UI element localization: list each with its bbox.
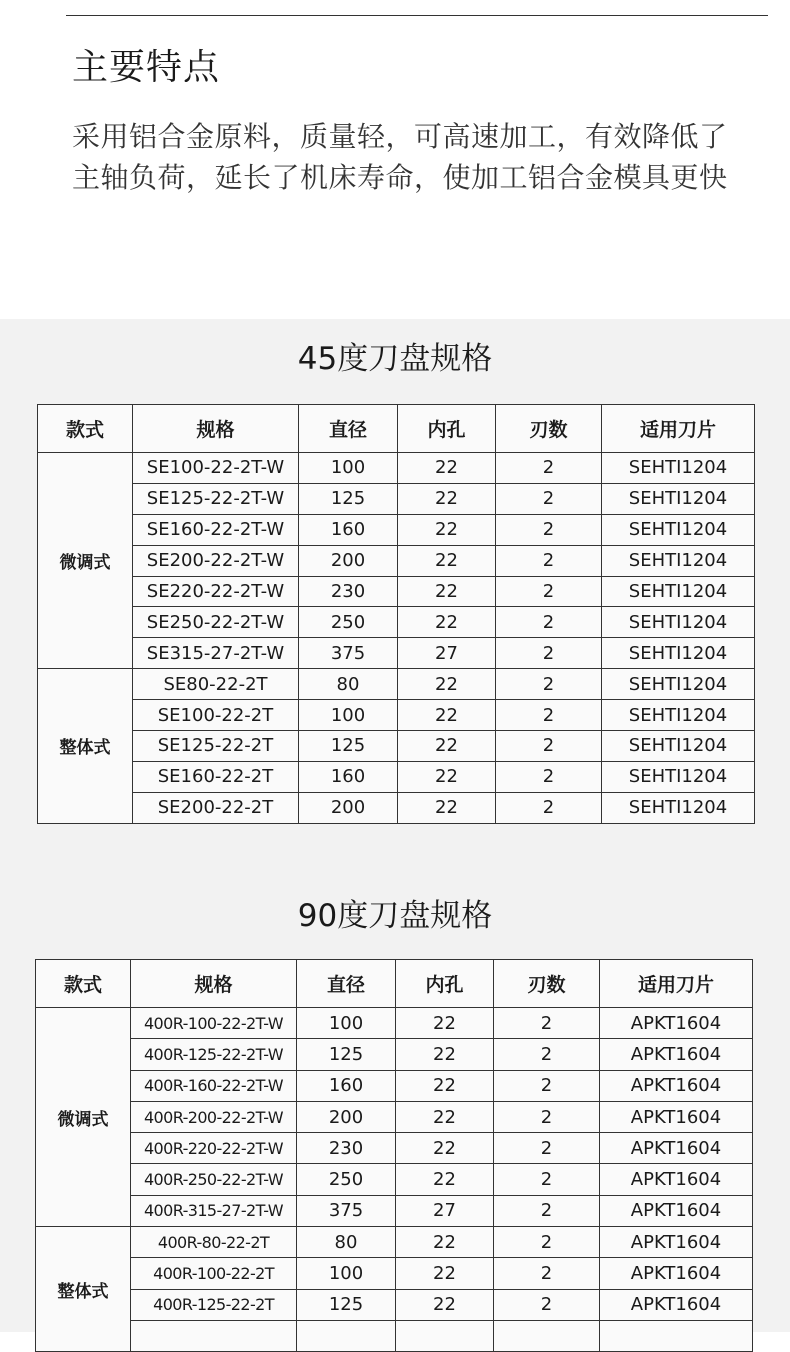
table-row <box>36 1227 753 1258</box>
bore-cell: 22 <box>398 669 496 700</box>
diameter-cell: 80 <box>299 669 398 700</box>
features-title: 主要特点 <box>72 47 221 88</box>
diameter-cell: 160 <box>297 1070 396 1101</box>
table-row <box>36 1258 753 1289</box>
diameter-cell: 250 <box>299 607 398 638</box>
diameter-cell: 230 <box>299 576 398 607</box>
diameter-cell: 100 <box>299 453 398 484</box>
model-cell: 400R-250-22-2T-W <box>131 1164 297 1195</box>
table-row <box>36 1133 753 1164</box>
insert-cell: SEHTI1204 <box>602 731 755 762</box>
model-cell: 400R-200-22-2T-W <box>131 1101 297 1132</box>
table-row <box>36 1039 753 1070</box>
diameter-cell: 80 <box>297 1227 396 1258</box>
insert-cell: APKT1604 <box>600 1133 753 1164</box>
bore-cell: 22 <box>398 453 496 484</box>
teeth-cell: 2 <box>494 1070 600 1101</box>
column-header: 规格 <box>133 405 299 453</box>
table-row <box>36 1289 753 1320</box>
insert-cell: APKT1604 <box>600 1070 753 1101</box>
table-row <box>38 700 755 731</box>
diameter-cell: 125 <box>299 731 398 762</box>
insert-cell: SEHTI1204 <box>602 607 755 638</box>
diameter-cell: 200 <box>299 792 398 823</box>
table-header-row <box>38 405 755 453</box>
table-row <box>38 576 755 607</box>
table-row <box>38 453 755 484</box>
diameter-cell <box>297 1320 396 1351</box>
features-description <box>72 116 772 198</box>
teeth-cell: 2 <box>494 1289 600 1320</box>
table-row <box>38 669 755 700</box>
diameter-cell: 200 <box>299 545 398 576</box>
insert-cell: APKT1604 <box>600 1258 753 1289</box>
table-row <box>36 1164 753 1195</box>
bore-cell: 27 <box>398 638 496 669</box>
insert-cell <box>600 1320 753 1351</box>
features-line: 采用铝合金原料，质量轻，可高速加工，有效降低了 <box>72 120 728 153</box>
column-header: 适用刀片 <box>602 405 755 453</box>
bore-cell: 22 <box>396 1039 494 1070</box>
teeth-cell: 2 <box>494 1227 600 1258</box>
column-header: 款式 <box>36 960 131 1008</box>
diameter-cell: 375 <box>297 1195 396 1226</box>
insert-cell: SEHTI1204 <box>602 453 755 484</box>
column-header: 直径 <box>299 405 398 453</box>
insert-cell: SEHTI1204 <box>602 638 755 669</box>
table45-title: 45度刀盘规格 <box>297 341 493 377</box>
bore-cell: 22 <box>398 761 496 792</box>
diameter-cell: 160 <box>299 514 398 545</box>
teeth-cell: 2 <box>494 1008 600 1039</box>
bore-cell: 22 <box>396 1133 494 1164</box>
model-cell: 400R-125-22-2T <box>131 1289 297 1320</box>
table90 <box>35 959 753 1352</box>
model-cell <box>131 1320 297 1351</box>
table-row <box>38 607 755 638</box>
insert-cell: SEHTI1204 <box>602 700 755 731</box>
group-label: 微调式 <box>36 1008 131 1227</box>
model-cell: 400R-125-22-2T-W <box>131 1039 297 1070</box>
table90-title: 90度刀盘规格 <box>297 898 493 934</box>
bore-cell: 22 <box>396 1227 494 1258</box>
column-header: 内孔 <box>398 405 496 453</box>
bore-cell: 22 <box>396 1289 494 1320</box>
teeth-cell: 2 <box>496 669 602 700</box>
bore-cell: 22 <box>396 1101 494 1132</box>
insert-cell: APKT1604 <box>600 1195 753 1226</box>
insert-cell: SEHTI1204 <box>602 669 755 700</box>
table-row <box>36 1008 753 1039</box>
group-label: 微调式 <box>38 453 133 669</box>
teeth-cell: 2 <box>496 792 602 823</box>
teeth-cell: 2 <box>496 545 602 576</box>
diameter-cell: 125 <box>299 483 398 514</box>
teeth-cell <box>494 1320 600 1351</box>
table-row <box>36 1101 753 1132</box>
table-header-row <box>36 960 753 1008</box>
table-row <box>38 731 755 762</box>
model-cell: SE160-22-2T <box>133 761 299 792</box>
diameter-cell: 100 <box>297 1008 396 1039</box>
teeth-cell: 2 <box>494 1101 600 1132</box>
column-header: 内孔 <box>396 960 494 1008</box>
diameter-cell: 375 <box>299 638 398 669</box>
bore-cell <box>396 1320 494 1351</box>
column-header: 刃数 <box>496 405 602 453</box>
model-cell: SE125-22-2T-W <box>133 483 299 514</box>
bore-cell: 22 <box>396 1164 494 1195</box>
insert-cell: APKT1604 <box>600 1008 753 1039</box>
model-cell: 400R-315-27-2T-W <box>131 1195 297 1226</box>
insert-cell: SEHTI1204 <box>602 483 755 514</box>
table-row <box>38 483 755 514</box>
diameter-cell: 160 <box>299 761 398 792</box>
model-cell: 400R-80-22-2T <box>131 1227 297 1258</box>
model-cell: SE80-22-2T <box>133 669 299 700</box>
teeth-cell: 2 <box>496 607 602 638</box>
column-header: 款式 <box>38 405 133 453</box>
model-cell: SE200-22-2T-W <box>133 545 299 576</box>
table-row <box>38 792 755 823</box>
model-cell: 400R-100-22-2T <box>131 1258 297 1289</box>
teeth-cell: 2 <box>496 514 602 545</box>
table45 <box>37 404 755 824</box>
diameter-cell: 250 <box>297 1164 396 1195</box>
model-cell: SE125-22-2T <box>133 731 299 762</box>
insert-cell: SEHTI1204 <box>602 514 755 545</box>
teeth-cell: 2 <box>496 453 602 484</box>
insert-cell: APKT1604 <box>600 1164 753 1195</box>
bore-cell: 22 <box>398 545 496 576</box>
column-header: 适用刀片 <box>600 960 753 1008</box>
teeth-cell: 2 <box>494 1164 600 1195</box>
table-row <box>38 545 755 576</box>
bore-cell: 22 <box>396 1070 494 1101</box>
insert-cell: APKT1604 <box>600 1039 753 1070</box>
teeth-cell: 2 <box>496 638 602 669</box>
insert-cell: APKT1604 <box>600 1227 753 1258</box>
bore-cell: 27 <box>396 1195 494 1226</box>
bore-cell: 22 <box>398 483 496 514</box>
diameter-cell: 125 <box>297 1289 396 1320</box>
teeth-cell: 2 <box>494 1039 600 1070</box>
bore-cell: 22 <box>398 576 496 607</box>
insert-cell: APKT1604 <box>600 1101 753 1132</box>
teeth-cell: 2 <box>494 1258 600 1289</box>
model-cell: SE200-22-2T <box>133 792 299 823</box>
features-line: 主轴负荷，延长了机床寿命，使加工铝合金模具更快 <box>72 161 728 194</box>
table-row <box>36 1195 753 1226</box>
table-row <box>38 761 755 792</box>
top-divider <box>66 15 768 16</box>
teeth-cell: 2 <box>496 576 602 607</box>
diameter-cell: 125 <box>297 1039 396 1070</box>
table-row <box>38 638 755 669</box>
teeth-cell: 2 <box>494 1133 600 1164</box>
model-cell: 400R-160-22-2T-W <box>131 1070 297 1101</box>
diameter-cell: 100 <box>297 1258 396 1289</box>
bore-cell: 22 <box>398 792 496 823</box>
teeth-cell: 2 <box>496 700 602 731</box>
group-label: 整体式 <box>36 1227 131 1352</box>
model-cell: 400R-220-22-2T-W <box>131 1133 297 1164</box>
bore-cell: 22 <box>398 700 496 731</box>
insert-cell: SEHTI1204 <box>602 545 755 576</box>
table-row <box>36 1070 753 1101</box>
teeth-cell: 2 <box>494 1195 600 1226</box>
teeth-cell: 2 <box>496 761 602 792</box>
model-cell: SE160-22-2T-W <box>133 514 299 545</box>
bore-cell: 22 <box>398 514 496 545</box>
model-cell: 400R-100-22-2T-W <box>131 1008 297 1039</box>
teeth-cell: 2 <box>496 483 602 514</box>
diameter-cell: 100 <box>299 700 398 731</box>
teeth-cell: 2 <box>496 731 602 762</box>
bore-cell: 22 <box>396 1258 494 1289</box>
model-cell: SE315-27-2T-W <box>133 638 299 669</box>
group-label: 整体式 <box>38 669 133 823</box>
table-row <box>36 1320 753 1351</box>
table-row <box>38 514 755 545</box>
bore-cell: 22 <box>398 731 496 762</box>
insert-cell: APKT1604 <box>600 1289 753 1320</box>
model-cell: SE100-22-2T <box>133 700 299 731</box>
model-cell: SE250-22-2T-W <box>133 607 299 638</box>
model-cell: SE100-22-2T-W <box>133 453 299 484</box>
diameter-cell: 230 <box>297 1133 396 1164</box>
diameter-cell: 200 <box>297 1101 396 1132</box>
model-cell: SE220-22-2T-W <box>133 576 299 607</box>
bore-cell: 22 <box>398 607 496 638</box>
insert-cell: SEHTI1204 <box>602 576 755 607</box>
insert-cell: SEHTI1204 <box>602 761 755 792</box>
column-header: 规格 <box>131 960 297 1008</box>
column-header: 直径 <box>297 960 396 1008</box>
bore-cell: 22 <box>396 1008 494 1039</box>
column-header: 刃数 <box>494 960 600 1008</box>
insert-cell: SEHTI1204 <box>602 792 755 823</box>
